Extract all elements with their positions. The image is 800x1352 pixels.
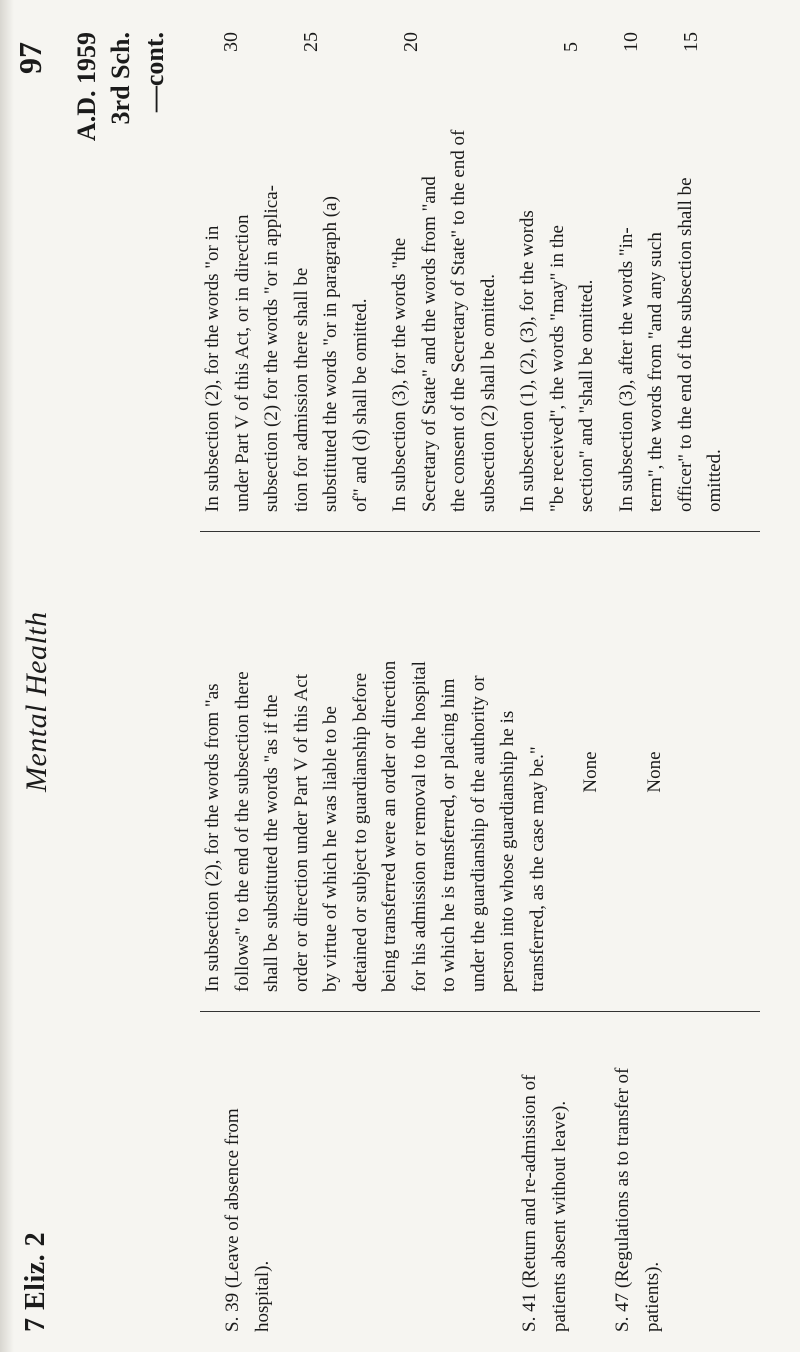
none-label: None bbox=[580, 751, 601, 793]
text-line: the consent of the Secretary of State" to the end of bbox=[448, 129, 469, 512]
running-title: Mental Health bbox=[20, 611, 53, 792]
text-line: In subsection (3), for the words "the bbox=[389, 237, 410, 512]
section-head-line: patients). bbox=[641, 1261, 663, 1332]
text-line: In subsection (1), (2), (3), for the words bbox=[517, 210, 538, 512]
text-line: detained or subject to guardianship before bbox=[349, 672, 371, 992]
date-line: A.D. 1959 bbox=[72, 32, 101, 142]
text-line: under the guardianship of the authority or bbox=[467, 675, 489, 992]
text-line: section" and "shall be omitted. bbox=[576, 279, 597, 512]
line-number: 20 bbox=[400, 32, 422, 52]
text-line: subsection (2) shall be omitted. bbox=[477, 274, 499, 512]
line-number: 5 bbox=[560, 42, 582, 52]
line-number: 15 bbox=[680, 32, 702, 52]
text-line: by virtue of which he was liable to be bbox=[320, 706, 341, 992]
text-line: tion for admission there shall be bbox=[290, 267, 312, 512]
line-number: 10 bbox=[620, 32, 642, 52]
section-head-line: S. 39 (Leave of absence from bbox=[222, 1108, 243, 1332]
line-number: 25 bbox=[300, 32, 322, 52]
cont-label: —cont. bbox=[140, 32, 169, 113]
text-line: of" and (d) shall be omitted. bbox=[349, 298, 371, 512]
text-line: In subsection (2), for the words "or in bbox=[202, 225, 223, 512]
text-line: being transferred were an order or direction bbox=[379, 660, 400, 992]
text-line: under Part V of this Act, or in direction bbox=[231, 214, 253, 512]
column-divider bbox=[200, 531, 760, 532]
schedule-date-block bbox=[70, 32, 172, 202]
section-head-line: hospital). bbox=[251, 1260, 273, 1332]
text-line: substituted the words "or in paragraph (a) bbox=[320, 196, 341, 512]
line-number: 30 bbox=[220, 32, 242, 52]
section-heads-column bbox=[220, 1032, 669, 1332]
text-line: order or direction under Part V of this Act bbox=[290, 673, 312, 992]
text-line: subsection (2) for the words "or in applica- bbox=[261, 185, 282, 512]
text-line: In subsection (2), for the words from "as bbox=[202, 683, 223, 992]
section-head-line: S. 47 (Regulations as to transfer of bbox=[612, 1067, 633, 1332]
middle-text-column bbox=[200, 552, 671, 992]
text-line: shall be substituted the words "as if the bbox=[261, 694, 282, 992]
text-line: person into whose guardianship he is bbox=[497, 710, 518, 992]
none-label: None bbox=[643, 751, 665, 793]
text-line: officer" to the end of the subsection shall be bbox=[674, 177, 696, 512]
text-line: In subsection (3), after the words "in- bbox=[615, 227, 637, 512]
act-reference: 7 Eliz. 2 bbox=[20, 1231, 51, 1332]
text-line: term", the words from "and any such bbox=[645, 232, 666, 512]
section-head-line: patients absent without leave). bbox=[548, 1100, 570, 1332]
text-line: for his admission or removal to the hospital bbox=[408, 661, 430, 992]
right-text-column bbox=[200, 72, 732, 512]
text-line: Secretary of State" and the words from "and bbox=[418, 176, 440, 512]
page-number: 97 bbox=[12, 42, 48, 74]
text-line: "be received", the words "may" in the bbox=[546, 225, 568, 512]
text-line: to which he is transferred, or placing him bbox=[438, 678, 459, 992]
text-line: transferred, as the case may be." bbox=[526, 746, 548, 992]
schedule-label: 3rd Sch. bbox=[106, 32, 135, 125]
text-line: omitted. bbox=[704, 449, 725, 512]
section-head-line: S. 41 (Return and re-admission of bbox=[519, 1074, 540, 1332]
text-line: follows" to the end of the subsection there bbox=[231, 671, 253, 992]
column-divider bbox=[200, 1011, 760, 1012]
